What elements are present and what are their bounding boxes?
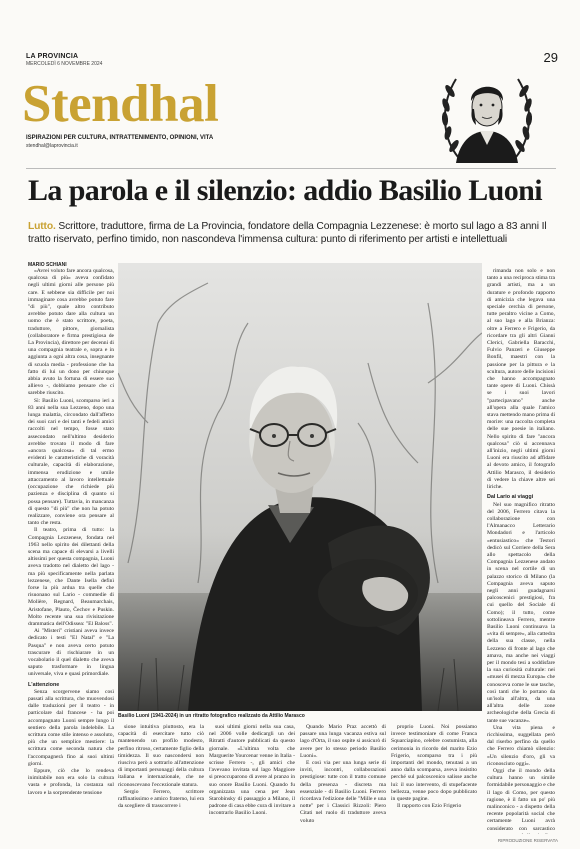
article-byline: MARIO SCHIANI	[28, 262, 67, 268]
page-number: 29	[543, 50, 558, 65]
article-photo	[118, 263, 482, 711]
paragraph: Nel suo magnifico ritratto del 2006, Ferrero citava la collaborazione con l'Almanacco Letterario Mondadori e l'articolo «entusiastico» che Testori dedicò sul Corriere della Sera allo spettacolo della Compagnia Lezzenese andato in scena nel cortile di un palazzo storico di Milano (la Compagnia aveva saputo negli anni guadagnarsi palcoscenici prestigiosi, fra cui quello del Sociale di Como); il tutto, come sottolineava Ferrero, mentre Basilio Luoni continuava la «vita di sempre», alla cattedra della sua classe, nella Lezzeno di fronte al lago che amava, ma anche nei viaggi per il mondo tesi a soddisfare la sua curiosità culturale: nei «musei di mezza Europa» che conosceva come le sue tasche, così tanti che lo portano da un'isola all'altra, da una all'altra delle zone archeologiche della Grecia di tante sue vacanze».	[487, 501, 555, 724]
article-subhead	[28, 220, 563, 246]
paragraph: E così via per una lunga serie di inviti, incontri, collaborazioni prestigiose: tutte con il tratto comune della presenza - discreta ma essenziale - di Basilio Luoni. Ferrero ricordava l'edizione delle "Mille e una notte" per i Classici Rizzoli: Piero Citati nel ruolo di traduttore aveva voluto	[300, 760, 386, 824]
paragraph: proprio Luoni. Noi possiamo invece testimoniare di come Franca Squarciapino, celebre costumista, alla cerimonia in ricordo del marito Ezio Frigerio, scomparso tra i più importanti del mondo, tenutasi a un anno dalla scomparsa, aveva insistito perché sul palcoscenico salisse anche lui: il suo intervento, di stupefacente bellezza, venne poco dopo pubblicato in queste pagine.	[391, 724, 477, 803]
issue-date: MERCOLEDÌ 6 NOVEMBRE 2024	[26, 61, 103, 67]
paragraph: sione intuitiva piuttosto, era la capacità di esercitare tutto ciò mantenendo un profilo modesto, perfino ritroso, certamente figlio della timidezza. Il suo nascondersi non riusciva però a sottrarlo all'attenzione di importanti personaggi della cultura italiana e internazionale, che ne riconoscevano l'eccezionale statura.	[118, 724, 204, 788]
paragraph: Una vita piena e ricchissima, suggellata però dal riserbo perfino da quello che Ferrero chiamò silenzio: «Un silenzio d'oro, gli va riconosciuto oggi».	[487, 724, 555, 767]
contact-email[interactable]: stendhal@laprovincia.it	[26, 143, 78, 149]
paragraph: suoi ultimi giorni nella sua casa, nel 2006 volle dedicargli un dei Ritratti d'autore pubblicati da questo giornale. «L'ultima volta che Marguerite Yourcenar venne in Italia - scrisse Ferrero -, gli amici che l'avevano invitata sul lago Maggiore si preoccuparono di avere al pranzo in suo onore Basilio Luoni. Quando fu organizzata una cena per Jean Starobinsky di passaggio a Milano, il padrone di casa ebbe cura di invitare a incontrarlo Basilio Luoni.	[209, 724, 295, 817]
section-tagline: ISPIRAZIONI PER CULTURA, INTRATTENIMENTO, OPINIONI, VITA	[26, 135, 214, 141]
paragraph: Sergio Ferrero, scrittore raffinatissimo e amico fraterno, lui era da scegliere di trasscorrere i	[118, 788, 204, 810]
paragraph: «Avrei voluto fare ancora qualcosa, qualcosa di più» aveva confidato negli ultimi giorni alle persone più care. E sebbene sia difficile per noi immaginare cosa avrebbe potuto fare "di più", quale altro contributo avrebbe potuto dare alla cultura un uomo che è stato scrittore, poeta, traduttore, pittore, giornalista (collaboratore e firma prestigiosa de La Provincia), direttore per decenni di una compagnia teatrale e, sopra e in aggiunta a ogni altra cosa, insegnante di scuola media - professione che ha fatto di lui un dono per chiunque abbia avuto la fortuna di essere suo allievo -, dobbiamo pensare che ci sarebbe riuscito.	[28, 268, 114, 397]
header-divider	[26, 168, 556, 169]
paragraph: Quando Mario Praz accettò di passare una lunga vacanza estiva sul lago d'Orta, il suo ospite si assicurò di avere per lo stesso periodo Basilio Luoni».	[300, 724, 386, 759]
paragraph: Il teatro, prima di tutto: la Compagnia Lezzenese, fondata nel 1963 nello spirito dei dilettanti della scena ma capace di elevarsi a livelli altissimi per questa compagnia, Luoni aveva tradotto nel dialetto del lago - ma più specificamente nella parlata lezzenese, che Dante Isella definì forse la più ardua tra quelle che risuonano sul Lario - commedie di Molière, Regnard, Beaumarchais, Aristofane, Plauto, Čechov e Puskin. Molto recente una sua rivisitazione drammatica dell'Odissea: "El Baloss".	[28, 527, 114, 627]
subhead-text: Scrittore, traduttore, firma de La Provincia, fondatore della Compagnia Lezzenese: è morto sul lago a 83 anni Il tratto riservato, perfino timido, non nascondeva l'immensa cultura: punto di riferimento per artisti e intellettuali	[28, 221, 547, 245]
stendhal-portrait-logo	[436, 65, 538, 163]
article-column-4	[300, 724, 386, 840]
article-column-1	[28, 268, 114, 840]
paragraph: Il rapporto con Ezio Frigerio	[397, 803, 462, 810]
article-column-2	[118, 724, 204, 840]
section-heading: Dal Lario ai viaggi	[487, 494, 534, 501]
article-column-3	[209, 724, 295, 840]
article-column-5	[391, 724, 477, 840]
article-column-6	[487, 268, 555, 834]
subhead-kicker: Lutto.	[28, 221, 56, 232]
paragraph: Senza scorgervene siamo così passati alla scrittura, che muovendosi dalle traduzioni per il teatro - in particolare dal francese - ha poi accompagnato Luoni sempre lungo il sentiero della parola indelebile. La scrittura come stile intenso e assoluto, più che un semplice mestiere: la scrittura come seconda natura che l'accompagnerà fino ai suoi ultimi giorni.	[28, 688, 114, 767]
paragraph: Eppure, ciò che lo rendeva inimitabile non era solo la cultura vasta e profonda, la costanza sul lavoro e la sorprendente tensione	[28, 768, 114, 796]
paragraph: Sì: Basilio Luoni, scomparso ieri a 83 anni nella sua Lezzeno, dopo una lunga malattia, circondato dall'affetto dei suoi cari e dei tanti e fedeli amici raccolti nel tempo, fosse stato assecondato nell'ultimo desiderio avrebbe trovato il modo di fare «ancora qualcosa» di tal ermo evidenti le caratteristiche di voracità culturale, capacità di elaborazione, immensa erudizione e umile attaccamento al lavoro intellettuale (occupazione che richiede più pazienza e disciplina di quanto si possa pensare). Tuttavia, in mancanza di questo "di più" che non ha potuto realizzare, conviene ora pensare al tanto che resta.	[28, 397, 114, 527]
section-heading: L'attenzione	[28, 681, 60, 688]
section-title: Stendhal	[22, 75, 219, 133]
article-headline: La parola e il silenzio: addio Basilio Luoni	[28, 174, 542, 207]
photo-caption: Basilio Luoni (1941-2024) in un ritratto fotografico realizzato da Attilio Marasco	[118, 713, 305, 719]
paragraph: rimanda non solo e non tanto a una reciproca stima tra grandi artisti, ma a un durature e profondo rapporto di amicizia che legava una speciale cerchia di persone, tutte peraltro vicine a Como, al suo lago e alla Brianza: oltre a Ferrero e Frigerio, da ricordare tra gli altri Gianni Clerici, Gabriella Baracchi, Fulvio Panzeri e Giuseppe Bonfil, maestri con la passione per la pittura e la scultura, autore delle incisioni che hanno accompagnato tante opere di Luoni. Chissà se i suoi lavori "partecipavano" anche all'opera alla quale l'amico stava mettendo mano prima di morire: una raccolta completa delle sue poesie in italiano. Nello spirito di fare "ancora qualcosa" ciò si accennava all'inizio, negli ultimi giorni Luoni era riuscito ad affidare al devoto amico, il fotografo Attilio Marasco, il desiderio di vedere la chiave altre sei liriche.	[487, 268, 555, 491]
paragraph: Oggi che il mondo della cultura hanno un simile formidabile personaggio e che il lago di Como, per questo ragione, è il fatto un po' più malinconico - a dispetto della recente popolarità social che certamente Luoni avrà considerato con sarcastico	[487, 768, 555, 832]
copyright-notice: RIPRODUZIONE RISERVATA	[497, 838, 558, 843]
paragraph: Ai "Misteri" cristiani aveva invece dedicato i testi "El Natal" e "La Pasqua" e non aveva certo potuto trascurare di rischiarare in un vocabolario il quel dialetto che aveva saputo trasformare in lingua universale, viva e quasi primordiale.	[28, 628, 114, 678]
portrait-photo	[118, 263, 482, 711]
newspaper-name: LA PROVINCIA	[26, 53, 79, 60]
